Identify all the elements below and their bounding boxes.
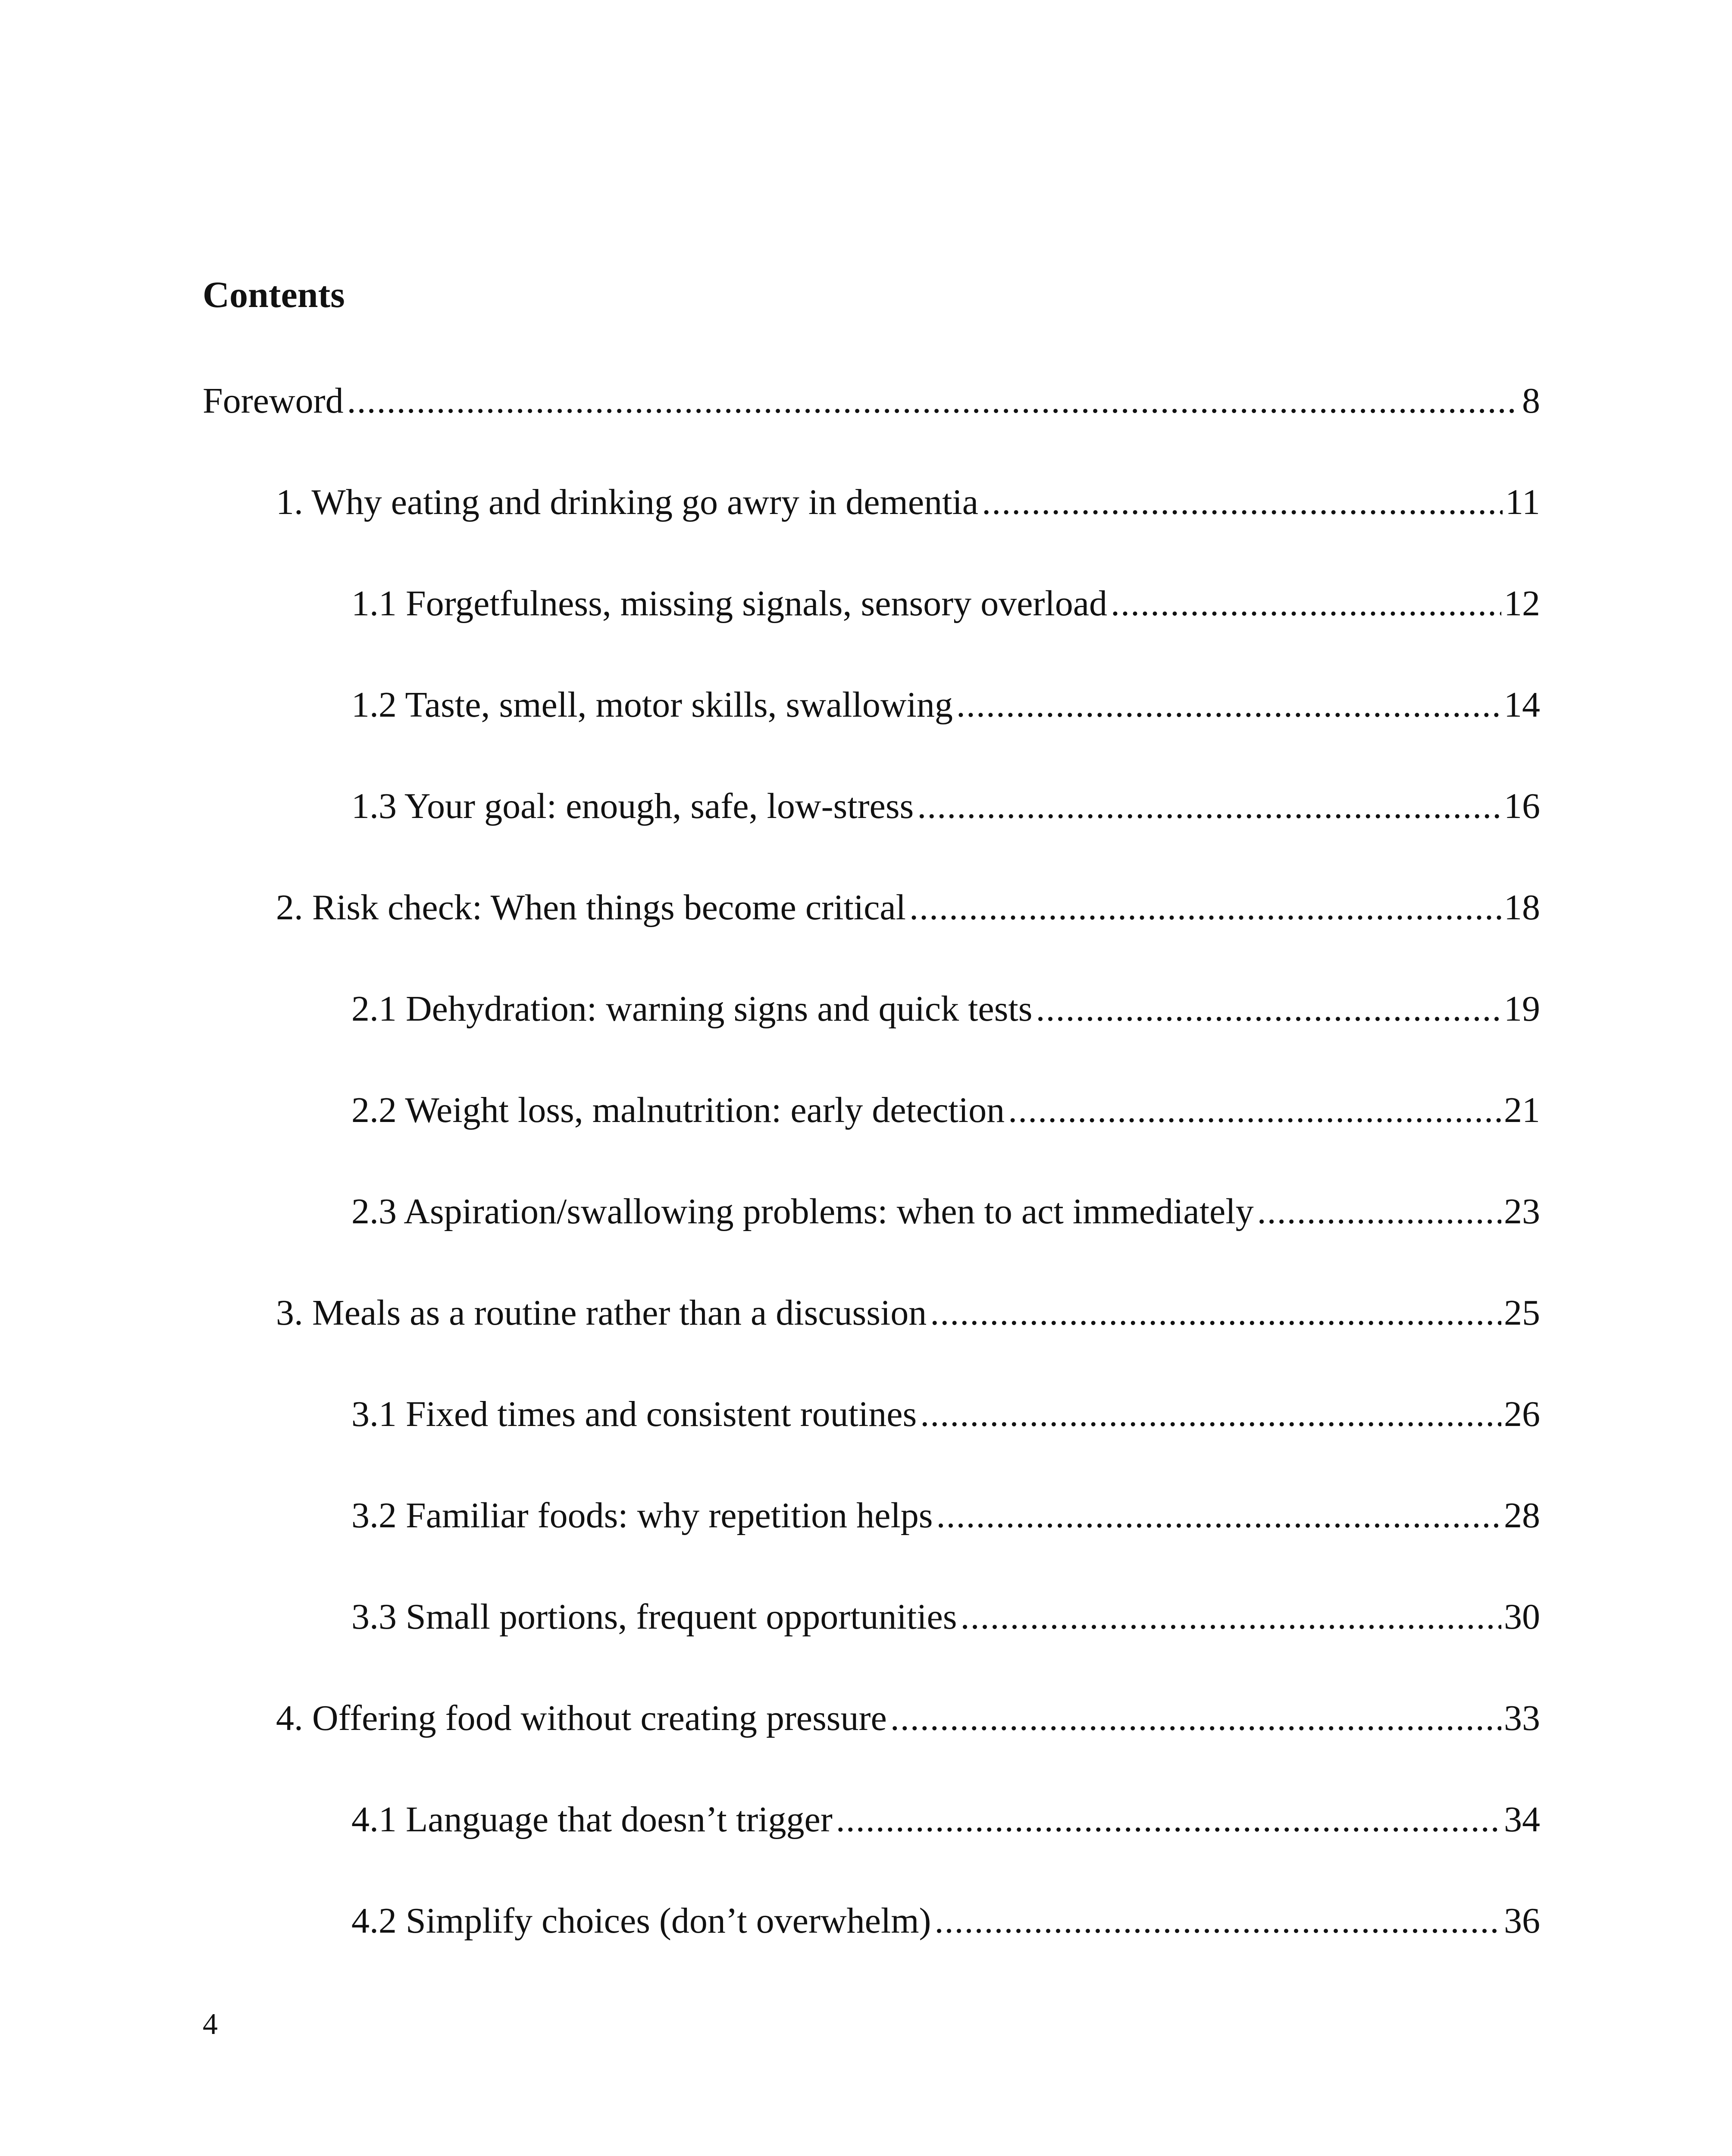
toc-entry-title: 4.2 Simplify choices (don’t overwhelm): [351, 1901, 931, 1941]
toc-entry-section-4-1[interactable]: [351, 1798, 1540, 1842]
dot-leader: [1257, 1190, 1501, 1234]
toc-entry-page: 14: [1504, 685, 1540, 725]
toc-entry-title: 2.1 Dehydration: warning signs and quick tests: [351, 989, 1033, 1029]
toc-entry-section-4-2[interactable]: [351, 1899, 1540, 1943]
toc-entry-title: 1.1 Forgetfulness, missing signals, sensory overload: [351, 583, 1108, 624]
dot-leader: [935, 1899, 1501, 1943]
toc-entry-section-2-2[interactable]: [351, 1089, 1540, 1132]
page-title: Contents: [203, 274, 345, 315]
toc-entry-page: 25: [1504, 1293, 1540, 1333]
toc-entry-chapter-2[interactable]: [276, 886, 1540, 930]
dot-leader: [930, 1291, 1501, 1335]
dot-leader: [347, 379, 1519, 423]
toc-entry-page: 34: [1504, 1799, 1540, 1839]
toc-entry-page: 12: [1504, 583, 1540, 624]
toc-entry-page: 33: [1504, 1698, 1540, 1738]
toc-entry-page: 21: [1504, 1090, 1540, 1130]
toc-entry-title: 3.3 Small portions, frequent opportunities: [351, 1597, 957, 1637]
toc-entry-chapter-4[interactable]: [276, 1697, 1540, 1740]
toc-entry-section-2-1[interactable]: [351, 987, 1540, 1031]
toc-entry-section-3-3[interactable]: [351, 1595, 1540, 1639]
toc-entry-page: 8: [1522, 381, 1540, 421]
toc-entry-title: 4. Offering food without creating pressure: [276, 1698, 887, 1738]
toc-entry-title: 1.3 Your goal: enough, safe, low-stress: [351, 786, 914, 826]
toc-entry-title: 2.3 Aspiration/swallowing problems: when to act immediately: [351, 1191, 1254, 1232]
dot-leader: [982, 481, 1503, 524]
page-number: 4: [203, 2008, 218, 2041]
toc-entry-page: 23: [1504, 1191, 1540, 1232]
dot-leader: [961, 1595, 1502, 1639]
toc-entry-foreword[interactable]: [203, 379, 1540, 423]
dot-leader: [1008, 1089, 1501, 1132]
toc-entry-title: 3. Meals as a routine rather than a discussion: [276, 1293, 927, 1333]
toc-entry-title: Foreword: [203, 381, 344, 421]
toc-entry-title: 1.2 Taste, smell, motor skills, swallowing: [351, 685, 953, 725]
toc-entry-title: 4.1 Language that doesn’t trigger: [351, 1799, 833, 1839]
toc-entry-section-3-1[interactable]: [351, 1393, 1540, 1436]
dot-leader: [1036, 987, 1501, 1031]
dot-leader: [836, 1798, 1501, 1842]
toc-entry-page: 30: [1504, 1597, 1540, 1637]
dot-leader: [936, 1494, 1501, 1538]
toc-entry-page: 28: [1504, 1495, 1540, 1536]
toc-entry-section-1-1[interactable]: [351, 582, 1540, 626]
toc-entry-title: 3.1 Fixed times and consistent routines: [351, 1394, 917, 1434]
toc-entry-section-3-2[interactable]: [351, 1494, 1540, 1538]
dot-leader: [956, 683, 1501, 727]
toc-entry-page: 11: [1505, 482, 1540, 522]
toc-entry-page: 19: [1504, 989, 1540, 1029]
toc-entry-section-1-2[interactable]: [351, 683, 1540, 727]
toc-entry-title: 2.2 Weight loss, malnutrition: early detection: [351, 1090, 1005, 1130]
toc-entry-chapter-3[interactable]: [276, 1291, 1540, 1335]
toc-entry-title: 2. Risk check: When things become critical: [276, 887, 906, 928]
toc-entry-title: 3.2 Familiar foods: why repetition helps: [351, 1495, 933, 1536]
dot-leader: [1111, 582, 1501, 626]
toc-entry-page: 16: [1504, 786, 1540, 826]
dot-leader: [917, 785, 1501, 828]
toc-entry-page: 36: [1504, 1901, 1540, 1941]
toc-entry-section-1-3[interactable]: [351, 785, 1540, 828]
dot-leader: [890, 1697, 1501, 1740]
toc-entry-page: 18: [1504, 887, 1540, 928]
toc-entry-title: 1. Why eating and drinking go awry in dementia: [276, 482, 979, 522]
toc-entry-section-2-3[interactable]: [351, 1190, 1540, 1234]
toc-entry-chapter-1[interactable]: [276, 481, 1540, 524]
dot-leader: [920, 1393, 1501, 1436]
toc-entry-page: 26: [1504, 1394, 1540, 1434]
dot-leader: [909, 886, 1501, 930]
